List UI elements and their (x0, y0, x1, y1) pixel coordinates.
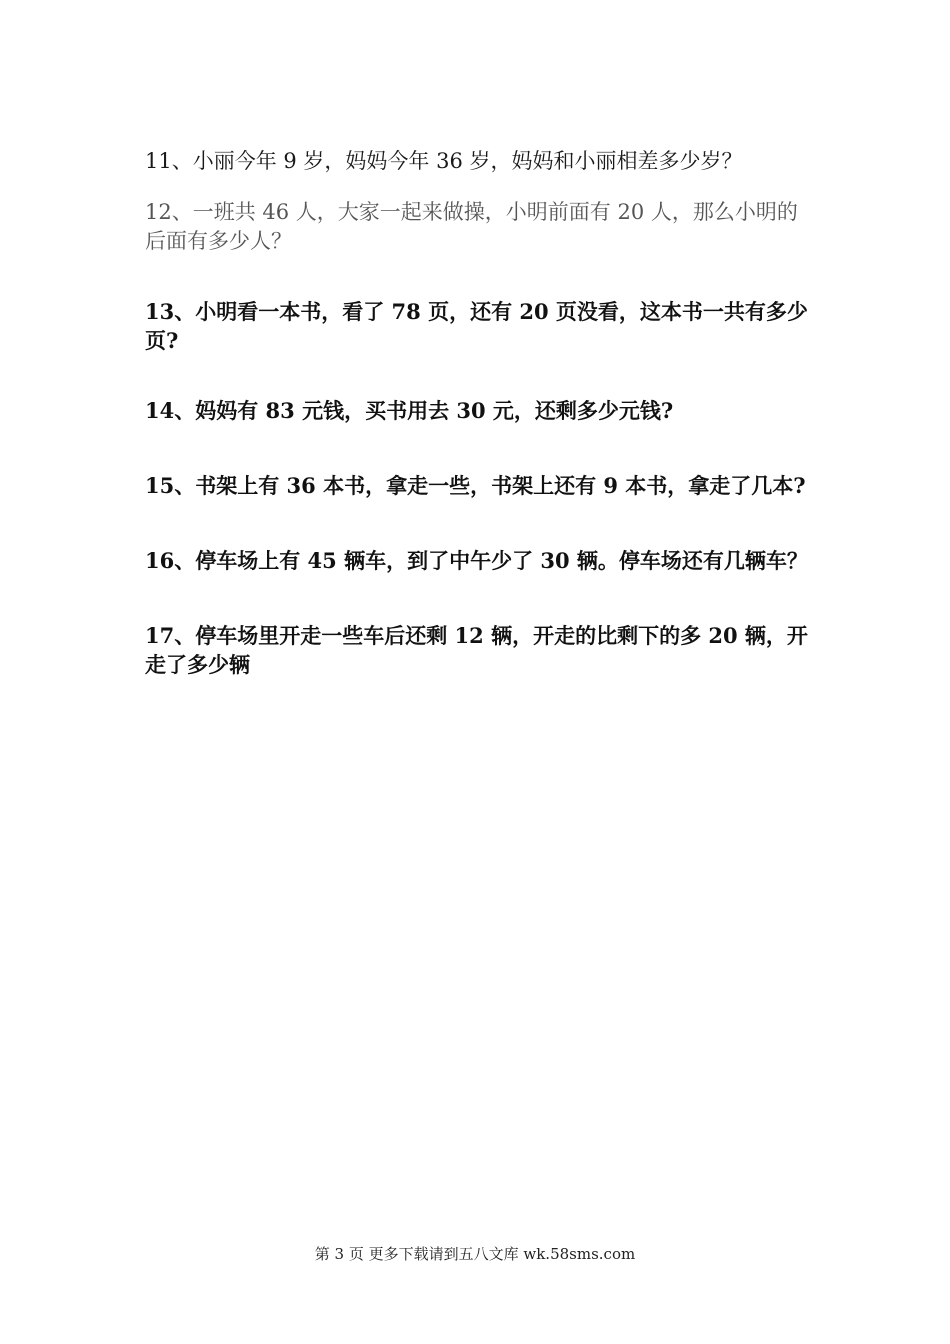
question-14: 14、妈妈有 83 元钱，买书用去 30 元，还剩多少元钱? (145, 398, 674, 423)
question-17: 17、停车场里开走一些车后还剩 12 辆，开走的比剩下的多 20 辆，开走了多少辆 (145, 623, 808, 677)
question-16: 16、停车场上有 45 辆车，到了中午少了 30 辆。停车场还有几辆车？ (145, 548, 808, 573)
question-11: 11、小丽今年 9 岁，妈妈今年 36 岁，妈妈和小丽相差多少岁？ (145, 149, 743, 173)
page-footer: 第 3 页 更多下载请到五八文库 wk.58sms.com (314, 1245, 636, 1263)
question-15: 15、书架上有 36 本书，拿走一些，书架上还有 9 本书，拿走了几本? (145, 473, 806, 498)
question-13: 13、小明看一本书，看了 78 页，还有 20 页没看，这本书一共有多少页? (145, 299, 808, 353)
question-12: 12、一班共 46 人，大家一起来做操，小明前面有 20 人，那么小明的后面有多少人？ (145, 200, 798, 253)
